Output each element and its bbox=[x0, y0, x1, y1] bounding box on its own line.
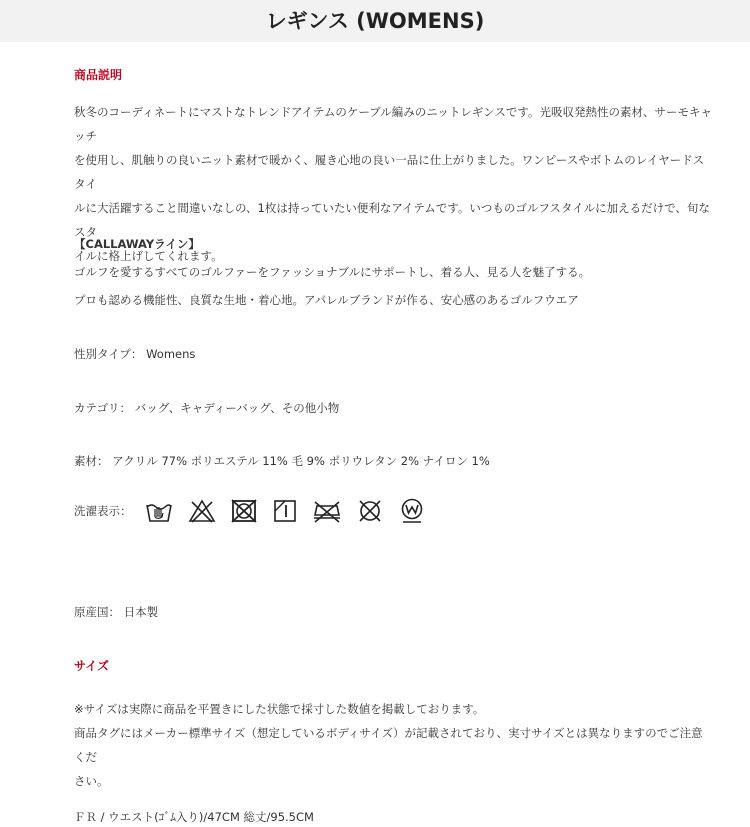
wash-icons bbox=[144, 497, 440, 525]
wash-label: 洗濯表示： bbox=[74, 504, 132, 518]
no-bleach-icon bbox=[188, 498, 216, 524]
hand-wash-icon bbox=[144, 497, 174, 525]
size-notes: ※サイズは実際に商品を平置きにした状態で採寸した数値を掲載しております。 商品タグにはメーカー標準サイズ（想定しているボディサイズ）が記載されており、実寸サイズとは異なりますのでご注意くだ さい。 bbox=[74, 702, 703, 788]
size-measure: ＦＲ / ウエスト(ｺﾞﾑ入り)/47CM 総丈/95.5CM bbox=[74, 810, 314, 824]
brand-text: ゴルフを愛するすべてのゴルファーをファッショナブルにサポートし、着る人、見る人を魅了する。 プロも認める機能性、良質な生地・着心地。アパレルブランドが作る、安心感のあるゴルフウエア bbox=[74, 265, 591, 307]
brand-heading: 【CALLAWAYライン】 bbox=[74, 237, 200, 251]
material-spec: 素材： アクリル 77% ポリエステル 11% 毛 9% ポリウレタン 2% ナイロン 1% bbox=[74, 454, 490, 468]
wash-row bbox=[74, 497, 440, 525]
no-tumble-dry-icon bbox=[230, 498, 258, 524]
size-heading: サイズ bbox=[74, 659, 110, 673]
description-text: 秋冬のコーディネートにマストなトレンドアイテムのケーブル編みのニットレギンスです。光吸収発熱性の素材、サーモキャッチ を使用し、肌触りの良いニット素材で暖かく、履き心地の良い一品に仕上がりました。ワンピースやボトムのレイヤードスタイ ルに大活躍すること間違いなしの、1枚は持っていたい便利なアイテムです。いつものゴルフスタイルに加えるだけで、旬なスタ イルに格上げしてくれます。 bbox=[74, 105, 712, 263]
origin-spec: 原産国： 日本製 bbox=[74, 605, 159, 619]
line-dry-shade-icon bbox=[272, 498, 298, 524]
wet-clean-icon bbox=[398, 497, 426, 525]
gender-spec: 性別タイプ： Womens bbox=[74, 347, 196, 361]
page-title: レギンス (WOMENS) bbox=[0, 0, 750, 42]
category-spec: カテゴリ： バッグ、キャディーバッグ、その他小物 bbox=[74, 401, 340, 415]
iron-no-icon bbox=[312, 498, 342, 524]
no-dry-clean-icon bbox=[356, 498, 384, 524]
description-heading: 商品説明 bbox=[74, 68, 123, 82]
